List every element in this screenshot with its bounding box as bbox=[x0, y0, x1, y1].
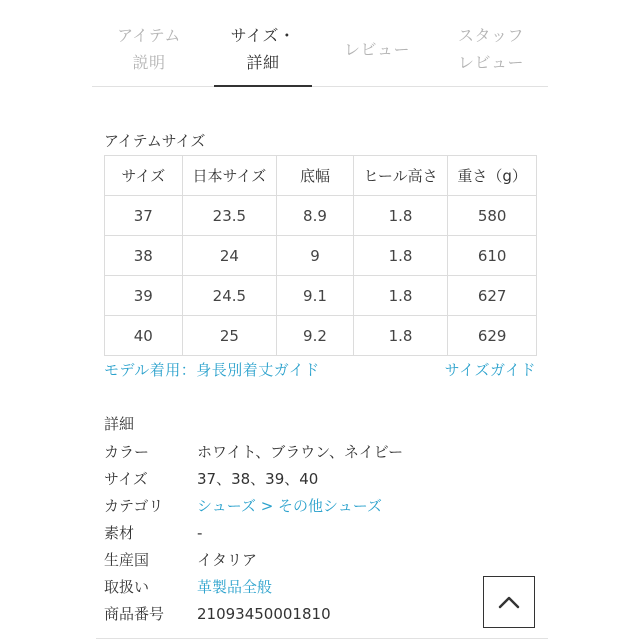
table-cell: 23.5 bbox=[182, 196, 277, 236]
table-cell: 629 bbox=[448, 316, 537, 356]
table-cell: 580 bbox=[448, 196, 537, 236]
divider bbox=[96, 638, 548, 639]
detail-row-size bbox=[104, 465, 544, 492]
size-guide-link[interactable]: サイズガイド bbox=[444, 361, 536, 379]
detail-key: 商品番号 bbox=[104, 605, 165, 623]
detail-key: カラー bbox=[104, 443, 150, 461]
table-cell: 1.8 bbox=[353, 276, 448, 316]
table-header-row bbox=[105, 156, 537, 196]
table-cell: 24 bbox=[182, 236, 277, 276]
detail-value: - bbox=[197, 523, 203, 542]
detail-value: 37、38、39、40 bbox=[197, 470, 319, 488]
table-cell: 1.8 bbox=[353, 316, 448, 356]
table-cell: 24.5 bbox=[182, 276, 277, 316]
detail-value: イタリア bbox=[197, 551, 258, 569]
column-header: サイズ bbox=[105, 156, 183, 196]
model-size-guide-link[interactable]: モデル着用：身長別着丈ガイド bbox=[104, 361, 320, 379]
tab-label: スタッフ レビュー bbox=[457, 26, 524, 72]
detail-key: カテゴリ bbox=[104, 497, 164, 515]
table-cell: 38 bbox=[105, 236, 183, 276]
table-cell: 9 bbox=[277, 236, 354, 276]
column-header: ヒール高さ bbox=[353, 156, 448, 196]
size-table bbox=[104, 155, 537, 356]
tab-item-description[interactable] bbox=[92, 12, 206, 86]
tab-reviews[interactable] bbox=[320, 12, 434, 86]
table-row bbox=[105, 276, 537, 316]
details-list bbox=[104, 438, 544, 627]
tab-label: アイテム 説明 bbox=[117, 26, 181, 72]
detail-key: 素材 bbox=[104, 524, 135, 542]
table-cell: 9.2 bbox=[277, 316, 354, 356]
tab-bar bbox=[92, 12, 548, 87]
tab-size-details[interactable] bbox=[206, 12, 320, 86]
table-cell: 25 bbox=[182, 316, 277, 356]
details-title: 詳細 bbox=[104, 415, 135, 433]
table-row bbox=[105, 316, 537, 356]
table-cell: 1.8 bbox=[353, 236, 448, 276]
detail-value: 21093450001810 bbox=[197, 604, 331, 623]
chevron-up-icon bbox=[498, 595, 520, 609]
detail-key: 取扱い bbox=[104, 578, 150, 596]
table-cell: 37 bbox=[105, 196, 183, 236]
table-row bbox=[105, 236, 537, 276]
category-link[interactable]: シューズ > その他シューズ bbox=[197, 497, 383, 515]
tab-label: レビュー bbox=[343, 39, 410, 59]
column-header: 底幅 bbox=[277, 156, 354, 196]
table-cell: 627 bbox=[448, 276, 537, 316]
detail-row-product-number bbox=[104, 600, 544, 627]
detail-value: ホワイト、ブラウン、ネイビー bbox=[197, 443, 404, 461]
item-size-title: アイテムサイズ bbox=[104, 132, 206, 150]
table-cell: 8.9 bbox=[277, 196, 354, 236]
table-cell: 40 bbox=[105, 316, 183, 356]
column-header: 重さ（g） bbox=[448, 156, 537, 196]
table-cell: 9.1 bbox=[277, 276, 354, 316]
table-cell: 39 bbox=[105, 276, 183, 316]
handling-link[interactable]: 革製品全般 bbox=[197, 578, 273, 596]
detail-row-handling bbox=[104, 573, 544, 600]
table-cell: 610 bbox=[448, 236, 537, 276]
column-header: 日本サイズ bbox=[182, 156, 277, 196]
tab-staff-reviews[interactable] bbox=[434, 12, 548, 86]
detail-row-material bbox=[104, 519, 544, 546]
detail-row-origin bbox=[104, 546, 544, 573]
detail-row-category bbox=[104, 492, 544, 519]
table-row bbox=[105, 196, 537, 236]
detail-key: サイズ bbox=[104, 470, 148, 488]
table-cell: 1.8 bbox=[353, 196, 448, 236]
detail-key: 生産国 bbox=[104, 551, 150, 569]
detail-row-color bbox=[104, 438, 544, 465]
scroll-to-top-button[interactable] bbox=[483, 576, 535, 628]
tab-label: サイズ・ 詳細 bbox=[230, 26, 296, 72]
